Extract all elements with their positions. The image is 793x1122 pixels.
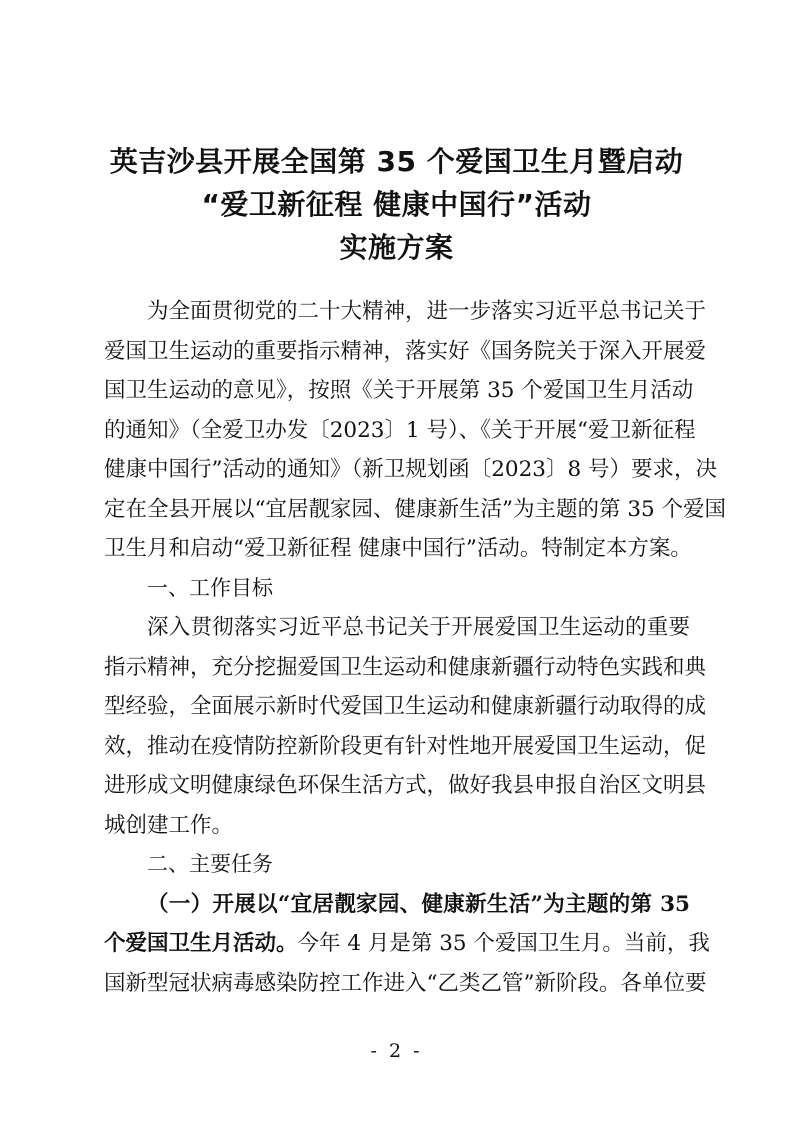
subsection-1-line: [104, 924, 710, 964]
intro-line: 国卫生运动的意见》，按照《关于开展第 35 个爱国卫生月活动: [104, 378, 694, 403]
section-1-line: 指示精神，充分挖掘爱国卫生运动和健康新疆行动特色实践和典: [104, 654, 707, 680]
section-1-heading: 一、工作目标: [147, 575, 273, 600]
subsection-1-line: 国新型冠状病毒感染防控工作进入“乙类乙管”新阶段。各单位要: [104, 970, 707, 996]
intro-line: 爱国卫生运动的重要指示精神，落实好《国务院关于深入开展爱: [104, 338, 707, 364]
section-2-heading: 二、主要任务: [147, 852, 273, 876]
title-line-1: 英吉沙县开展全国第 35 个爱国卫生月暨启动: [109, 145, 684, 178]
section-1-line: 深入贯彻落实习近平总书记关于开展爱国卫生运动的重要: [147, 615, 690, 640]
intro-line: 的通知》（全爱卫办发〔2023〕1 号）、《关于开展“爱卫新征程: [104, 417, 696, 443]
subsection-1-heading-end: 个爱国卫生月活动。: [104, 931, 298, 956]
intro-line: 为全面贯彻党的二十大精神，进一步落实习近平总书记关于: [147, 299, 707, 324]
document-body: [104, 292, 727, 1003]
document-title: [100, 140, 693, 269]
title-line-3: 实施方案: [339, 231, 454, 264]
intro-line: 健康中国行”活动的通知》（新卫规划函〔2023〕8 号）要求，决: [104, 457, 717, 482]
subsection-1-text: 今年 4 月是第 35 个爱国卫生月。当前，我: [297, 931, 710, 956]
page-number: - 2 -: [370, 1040, 423, 1062]
section-1-line: 型经验，全面展示新时代爱国卫生运动和健康新疆行动取得的成: [104, 694, 707, 719]
section-1-line: 效，推动在疫情防控新阶段更有针对性地开展爱国卫生运动，促: [104, 733, 707, 759]
title-line-2: “爱卫新征程 健康中国行”活动: [201, 188, 592, 221]
intro-line: 卫生月和启动“爱卫新征程 健康中国行”活动。特制定本方案。: [104, 536, 692, 561]
intro-line: 定在全县开展以“宜居靓家园、健康新生活”为主题的第 35 个爱国: [104, 496, 727, 522]
section-1-line: 进形成文明健康绿色环保生活方式，做好我县申报自治区文明县: [104, 773, 707, 798]
subsection-1-heading: （一）开展以“宜居靓家园、健康新生活”为主题的第 35: [147, 891, 690, 917]
section-1-line: 城创建工作。: [104, 812, 234, 838]
